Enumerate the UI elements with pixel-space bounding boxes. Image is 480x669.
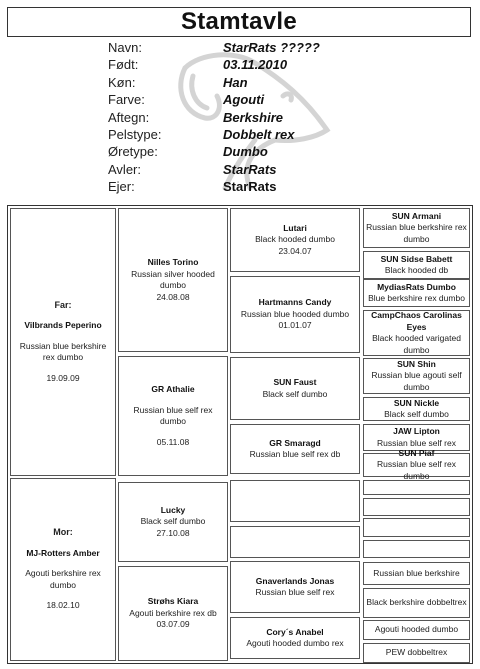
parent-role: Far:: [54, 299, 72, 310]
great-grandparent-cell: [230, 424, 360, 474]
g4-cell: [363, 518, 470, 537]
ancestor-desc: Blue berkshire rex dumbo: [368, 293, 465, 303]
ancestor-desc: Russian blue berkshire: [373, 567, 460, 578]
info-label: Navn:: [108, 40, 142, 55]
info-row: [108, 143, 428, 160]
info-label: Født:: [108, 57, 139, 73]
title-text: Stamtavle: [180, 8, 298, 35]
info-row: [108, 126, 428, 143]
info-section: [108, 39, 428, 196]
great-grandparent-desc: Russian blue self rex db: [249, 449, 341, 459]
great-grandparent-cell: [230, 480, 360, 522]
grandparent-name: Strøhs Kiara: [147, 596, 199, 607]
great-grandparent-desc: Russian blue hooded dumbo: [240, 308, 350, 319]
g4-cell: [363, 540, 470, 558]
info-label: Pelstype:: [108, 126, 162, 142]
ancestor-desc: Black hooded varigated dumbo: [372, 333, 461, 355]
grandparent-name: Lucky: [160, 504, 186, 515]
ancestor-name: SUN Shin: [397, 358, 436, 369]
g4-cell: [363, 562, 470, 585]
grandparent-date: 27.10.08: [156, 527, 190, 538]
grandparent-name: GR Athalie: [151, 384, 195, 394]
ancestor-name: SUN Sidse Babett: [380, 253, 453, 264]
ancestor-desc: PEW dobbeltrex: [385, 647, 448, 658]
info-row: [108, 39, 428, 56]
g4-cell: [363, 251, 470, 279]
ancestor-name: SUN Armani: [391, 210, 442, 221]
g4-cell: [363, 397, 470, 421]
info-label: Aftegn:: [108, 109, 150, 125]
great-grandparent-cell: [230, 526, 360, 558]
info-value: Han: [223, 74, 248, 90]
great-grandparent-cell: [230, 276, 360, 353]
g4-cell: [363, 643, 470, 663]
info-value: StarRats ?????: [223, 40, 320, 55]
grandparent-desc: Russian silver hooded dumbo: [131, 268, 215, 290]
g4-cell: [363, 310, 470, 356]
great-grandparent-date: 01.01.07: [278, 320, 312, 331]
great-grandparent-name: GR Smaragd: [269, 437, 321, 448]
parent-date: 19.09.09: [46, 372, 80, 383]
ancestor-desc: Russian blue agouti self dumbo: [371, 370, 462, 392]
parent-date: 18.02.10: [46, 600, 80, 611]
info-value: Dobbelt rex: [223, 126, 295, 142]
grandparent-cell: [118, 208, 228, 352]
info-label: Ejer:: [108, 179, 135, 195]
great-grandparent-name: Cory´s Anabel: [266, 626, 324, 637]
info-row: [108, 56, 428, 73]
great-grandparent-desc: Black self dumbo: [262, 388, 328, 399]
ancestor-name: CampChaos Carolinas Eyes: [371, 310, 462, 332]
g4-cell: [363, 279, 470, 307]
ancestor-desc: Russian blue self rex dumbo: [377, 459, 456, 481]
ancestor-name: SUN Piaf: [398, 447, 435, 458]
info-row: [108, 91, 428, 108]
ancestor-desc: Black hooded db: [384, 265, 449, 275]
ancestor-desc: Black self dumbo: [384, 409, 449, 419]
grandparent-date: 05.11.08: [156, 436, 190, 447]
grandparent-date: 24.08.08: [156, 291, 190, 302]
ancestor-name: MydiasRats Dumbo: [377, 281, 456, 292]
g4-cell: [363, 208, 470, 248]
great-grandparent-name: Gnaverlands Jonas: [255, 575, 335, 586]
ancestor-name: JAW Lipton: [393, 426, 440, 436]
info-value: Berkshire: [223, 109, 283, 125]
info-value: StarRats: [223, 179, 277, 195]
parent-desc: Russian blue berkshire rex dumbo: [19, 340, 107, 363]
info-label: Avler:: [108, 161, 141, 177]
ancestor-desc: Black berkshire dobbeltrex: [366, 597, 467, 608]
great-grandparent-cell: [230, 561, 360, 613]
info-row: [108, 178, 428, 195]
grandparent-cell: [118, 356, 228, 476]
grandparent-desc: Russian blue self rex dumbo: [133, 404, 213, 426]
g4-cell: [363, 447, 470, 481]
ancestor-desc: Russian blue berkshire rex dumbo: [366, 222, 467, 244]
info-label: Farve:: [108, 92, 145, 108]
grandparent-cell: [118, 566, 228, 661]
info-label: Køn:: [108, 74, 136, 90]
grandparent-date: 03.07.09: [156, 619, 190, 630]
parent-name: MJ-Rotters Amber: [26, 547, 100, 558]
great-grandparent-desc: Agouti hooded dumbo rex: [246, 638, 344, 648]
great-grandparent-name: Lutari: [283, 222, 307, 233]
g4-cell: [363, 358, 470, 394]
info-value: 03.11.2010: [223, 57, 288, 73]
g4-cell: [363, 620, 470, 640]
father-cell: [10, 208, 116, 476]
info-row: [108, 74, 428, 91]
great-grandparent-desc: Russian blue self rex: [255, 587, 335, 597]
parent-desc: Agouti berkshire rex dumbo: [25, 568, 101, 590]
great-grandparent-desc: Black hooded dumbo: [255, 234, 335, 245]
grandparent-cell: [118, 482, 228, 562]
info-value: Dumbo: [223, 144, 268, 160]
great-grandparent-name: SUN Faust: [273, 377, 317, 387]
great-grandparent-name: Hartmanns Candy: [258, 297, 332, 308]
g4-cell: [363, 588, 470, 618]
grandparent-desc: Agouti berkshire rex db: [129, 607, 217, 618]
g4-cell: [363, 480, 470, 495]
info-value: Agouti: [223, 92, 265, 108]
info-row: [108, 161, 428, 178]
page-title: [7, 7, 471, 37]
grandparent-desc: Black self dumbo: [140, 516, 206, 527]
info-value: StarRats: [223, 161, 277, 177]
great-grandparent-cell: [230, 357, 360, 420]
great-grandparent-cell: [230, 617, 360, 659]
mother-cell: [10, 478, 116, 661]
pedigree-table: [7, 205, 473, 664]
ancestor-name: SUN Nickle: [393, 397, 440, 408]
great-grandparent-cell: [230, 208, 360, 272]
parent-role: Mor:: [53, 527, 73, 538]
ancestor-desc: Russian blue self rex: [377, 437, 456, 448]
ancestor-desc: Agouti hooded dumbo: [374, 624, 459, 635]
grandparent-name: Nilles Torino: [147, 257, 199, 267]
info-label: Øretype:: [108, 144, 158, 160]
info-row: [108, 109, 428, 126]
great-grandparent-date: 23.04.07: [278, 245, 312, 256]
parent-name: Vilbrands Peperino: [24, 320, 102, 331]
g4-cell: [363, 498, 470, 516]
